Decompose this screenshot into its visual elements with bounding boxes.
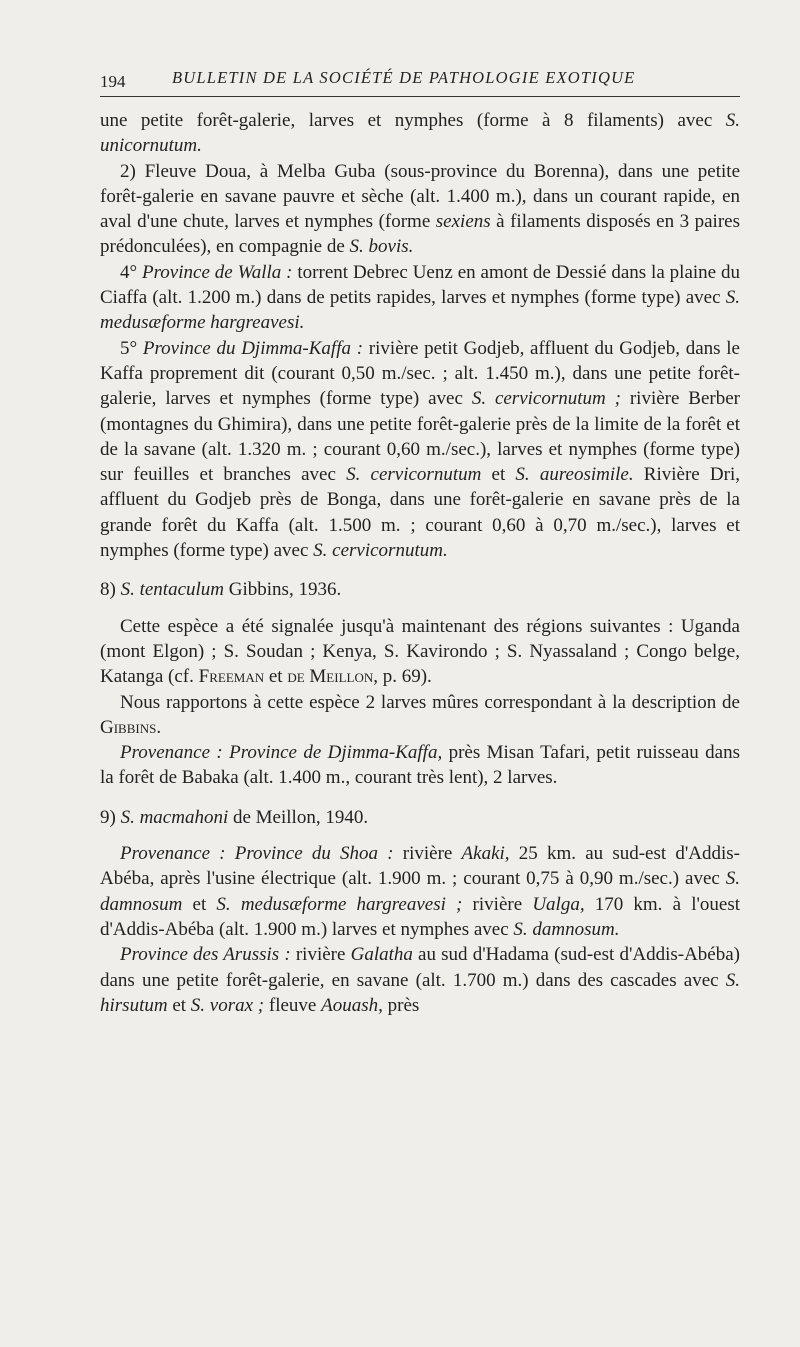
- species-heading: 8) S. tentaculum Gibbins, 1936.: [100, 579, 342, 601]
- page-number: 194: [100, 72, 126, 91]
- species-heading: 9) S. macmahoni de Meillon, 1940.: [100, 806, 369, 828]
- page-header: [100, 62, 740, 97]
- paragraph: 2) Fleuve Doua, à Melba Guba (sous-province du Borenna), dans une petite forêt-galerie en savane pauvre et sèche (alt. 1.400 m.), dans un courant rapide, en aval d'une chute, larves et nymphes (forme sexiens à filaments disposés en 3 paires prédonculées), en compagnie de S. bovis.: [100, 160, 740, 258]
- running-title: BULLETIN DE LA SOCIÉTÉ DE PATHOLOGIE EXOTIQUE: [172, 68, 636, 87]
- paragraph: Nous rapportons à cette espèce 2 larves mûres correspondant à la description de Gibbins.: [100, 691, 740, 738]
- paragraph: 5° Province du Djimma-Kaffa : rivière petit Godjeb, affluent du Godjeb, dans le Kaffa proprement dit (courant 0,50 m./sec. ; alt. 1.450 m.), dans une petite forêt-galerie, larves et nymphes (forme type) avec S. cervicornutum ; rivière Berber (montagnes du Ghimira), dans une petite forêt-galerie près de la limite de la forêt et de la savane (alt. 1.320 m. ; courant 0,60 m./sec.), larves et nymphes (forme type) sur feuilles et branches avec S. cervicornutum et S. aureosimile. Rivière Dri, affluent du Godjeb près de Bonga, dans une forêt-galerie en savane près de la grande forêt du Kaffa (alt. 1.500 m. ; courant 0,60 à 0,70 m./sec.), larves et nymphes (forme type) avec S. cervicornutum.: [100, 337, 740, 562]
- paragraph: Provenance : Province de Djimma-Kaffa, près Misan Tafari, petit ruisseau dans la forêt de Babaka (alt. 1.400 m., courant très lent), 2 larves.: [100, 742, 740, 789]
- body-text: [100, 108, 740, 1018]
- paragraph: Province des Arussis : rivière Galatha au sud d'Hadama (sud-est d'Addis-Abéba) dans une petite forêt-galerie, en savane (alt. 1.700 m.) dans des cascades avec S. hirsutum et S. vorax ; fleuve Aouash, près: [100, 944, 740, 1016]
- paragraph: Cette espèce a été signalée jusqu'à maintenant des régions suivantes : Uganda (mont Elgon) ; S. Soudan ; Kenya, S. Kavirondo ; S. Nyassaland ; Congo belge, Katanga (cf. Freeman et de Meillon, p. 69).: [100, 615, 740, 688]
- paragraph: une petite forêt-galerie, larves et nymphes (forme à 8 filaments) avec S. unicornutum.: [100, 110, 740, 157]
- paragraph: 4° Province de Walla : torrent Debrec Uenz en amont de Dessié dans la plaine du Ciaffa (alt. 1.200 m.) dans de petits rapides, larves et nymphes (forme type) avec S. medusæforme hargreavesi.: [100, 261, 740, 334]
- paragraph: Provenance : Province du Shoa : rivière Akaki, 25 km. au sud-est d'Addis-Abéba, après l'usine électrique (alt. 1.900 m. ; courant 0,75 à 0,90 m./sec.) avec S. damnosum et S. medusæforme hargreavesi ; rivière Ualga, 170 km. à l'ouest d'Addis-Abéba (alt. 1.900 m.) larves et nymphes avec S. damnosum.: [100, 843, 741, 940]
